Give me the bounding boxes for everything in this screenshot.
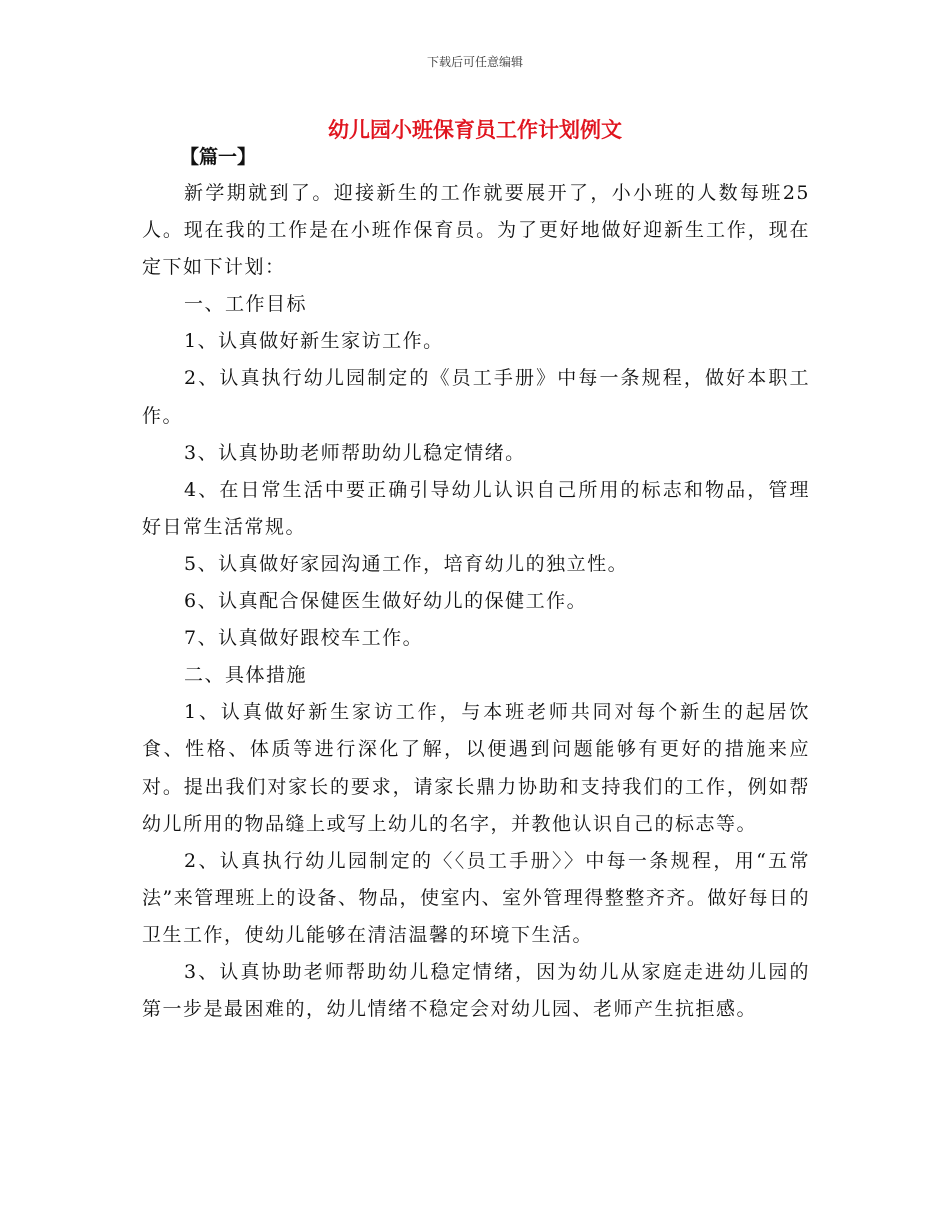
paragraph: 一、工作目标 (184, 293, 308, 316)
paragraph: 2、认真执行幼儿园制定的《员工手册》中每一条规程，做好本职工作。 (142, 367, 810, 427)
paragraph: 3、认真协助老师帮助幼儿稳定情绪。 (184, 441, 526, 464)
paragraph: 6、认真配合保健医生做好幼儿的保健工作。 (184, 590, 588, 613)
document-body (142, 175, 810, 1028)
header-note: 下载后可任意编辑 (426, 55, 523, 69)
paragraph: 7、认真做好跟校车工作。 (184, 627, 424, 650)
paragraph: 4、在日常生活中要正确引导幼儿认识自己所用的标志和物品，管理好日常生活常规。 (142, 478, 810, 538)
paragraph: 二、具体措施 (184, 664, 308, 687)
paragraph: 新学期就到了。迎接新生的工作就要展开了，小小班的人数每班25人。现在我的工作是在小班作保育员。为了更好地做好迎新生工作，现在定下如下计划： (142, 182, 810, 279)
section-label: 【篇一】 (180, 146, 257, 168)
paragraph: 5、认真做好家园沟通工作，培育幼儿的独立性。 (184, 552, 629, 575)
paragraph: 2、认真执行幼儿园制定的〈〈员工手册〉〉中每一条规程，用“五常法”来管理班上的设备、物品，使室内、室外管理得整整齐齐。做好每日的卫生工作，使幼儿能够在清洁温馨的环境下生活。 (142, 849, 810, 946)
paragraph: 1、认真做好新生家访工作。 (184, 330, 444, 353)
document-title: 幼儿园小班保育员工作计划例文 (328, 118, 622, 142)
paragraph: 1、认真做好新生家访工作，与本班老师共同对每个新生的起居饮食、性格、体质等进行深化了解，以便遇到问题能够有更好的措施来应对。提出我们对家长的要求，请家长鼎力协助和支持我们的工作，例如帮幼儿所用的物品缝上或写上幼儿的名字，并教他认识自己的标志等。 (142, 701, 810, 835)
paragraph: 3、认真协助老师帮助幼儿稳定情绪，因为幼儿从家庭走进幼儿园的第一步是最困难的，幼儿情绪不稳定会对幼儿园、老师产生抗拒感。 (142, 960, 810, 1021)
